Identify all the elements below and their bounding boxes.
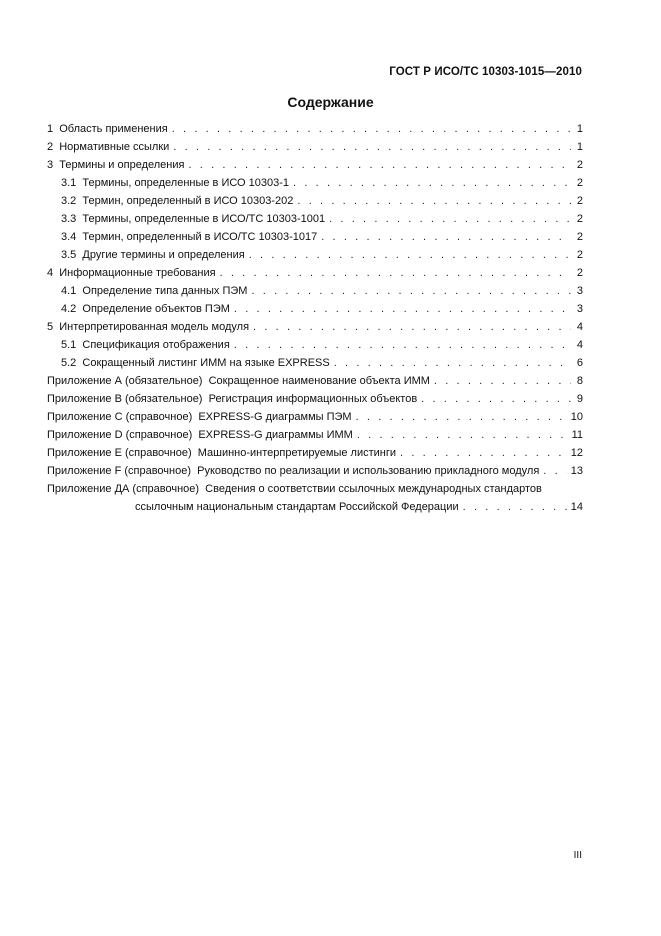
toc-entry[interactable] — [47, 246, 583, 264]
toc-entry-page: 3 — [576, 303, 583, 315]
toc-entry-page: 2 — [576, 195, 583, 207]
toc-entry[interactable] — [47, 282, 583, 300]
toc-entry-label: ссылочным национальным стандартам Российской Федерации — [135, 501, 459, 513]
toc-entry-page: 2 — [576, 231, 583, 243]
dot-leader — [297, 192, 571, 210]
toc-entry[interactable] — [47, 228, 583, 246]
toc-entry[interactable] — [47, 354, 583, 372]
toc-entry[interactable] — [47, 426, 583, 444]
page-title: Содержание — [287, 94, 374, 110]
toc-entry-page: 13 — [570, 465, 583, 477]
toc-entry-label: 2 Нормативные ссылки — [47, 141, 170, 153]
dot-leader — [421, 390, 571, 408]
toc-entry-page: 2 — [576, 249, 583, 261]
dot-leader — [543, 462, 566, 480]
toc-entry-label: Приложение Е (справочное) Машинно-интерпретируемые листинги — [47, 447, 397, 459]
toc-entry-page: 3 — [576, 285, 583, 297]
toc-entry-page: 4 — [576, 339, 583, 351]
page-number: III — [573, 850, 582, 861]
toc-entry-label: 4 Информационные требования — [47, 267, 216, 279]
toc-entry[interactable] — [47, 300, 583, 318]
toc-entry-label: 4.2 Определение объектов ПЭМ — [61, 303, 230, 315]
toc-entry-label: 3.2 Термин, определенный в ИСО 10303-202 — [61, 195, 294, 207]
dot-leader — [321, 228, 571, 246]
toc-entry-label: Приложение D (справочное) EXPRESS-G диаграммы ИММ — [47, 429, 353, 441]
dot-leader — [253, 318, 571, 336]
toc-entry-page: 12 — [570, 447, 583, 459]
toc-entry-label: 3.5 Другие термины и определения — [61, 249, 245, 261]
toc-entry-page: 2 — [576, 267, 583, 279]
toc-entry[interactable] — [47, 156, 583, 174]
dot-leader — [249, 246, 571, 264]
toc-entry-page: 11 — [571, 429, 583, 441]
dot-leader — [234, 300, 571, 318]
dot-leader — [434, 372, 571, 390]
toc-entry-annex-da-line1[interactable] — [47, 480, 583, 498]
toc-entry-page: 9 — [576, 393, 583, 405]
toc-entry-label: 1 Область применения — [47, 123, 168, 135]
toc-entry-label: 3.1 Термины, определенные в ИСО 10303-1 — [61, 177, 290, 189]
toc-entry[interactable] — [47, 372, 583, 390]
toc-entry-label: 5 Интерпретированная модель модуля — [47, 321, 250, 333]
toc-entry-page: 2 — [576, 159, 583, 171]
toc-entry-page: 2 — [576, 213, 583, 225]
toc-entry-label: 3.3 Термины, определенные в ИСО/ТС 10303-1001 — [61, 213, 326, 225]
dot-leader — [329, 210, 571, 228]
toc-entry[interactable] — [47, 462, 583, 480]
toc-entry-page: 10 — [570, 411, 583, 423]
toc-entry-label: Приложение ДА (справочное) Сведения о соответствии ссылочных международных стандартов — [47, 483, 542, 495]
dot-leader — [356, 408, 567, 426]
toc-entry-label: Приложение С (справочное) EXPRESS-G диаграммы ПЭМ — [47, 411, 352, 423]
toc-entry-page: 4 — [576, 321, 583, 333]
dot-leader — [172, 120, 571, 138]
toc-entry[interactable] — [47, 336, 583, 354]
toc-entry[interactable] — [47, 138, 583, 156]
toc-entry[interactable] — [47, 264, 583, 282]
dot-leader — [334, 354, 571, 372]
toc-entry-page: 1 — [576, 123, 583, 135]
table-of-contents — [47, 120, 583, 516]
dot-leader — [220, 264, 571, 282]
toc-entry-label: 3.4 Термин, определенный в ИСО/ТС 10303-1017 — [61, 231, 318, 243]
toc-entry-annex-da-line2[interactable] — [47, 498, 583, 516]
toc-entry-label: 3 Термины и определения — [47, 159, 185, 171]
toc-entry-page: 1 — [576, 141, 583, 153]
dot-leader — [400, 444, 567, 462]
toc-entry-label: 5.2 Сокращенный листинг ИММ на языке EXPRESS — [61, 357, 330, 369]
dot-leader — [293, 174, 571, 192]
toc-entry-label: Приложение В (обязательное) Регистрация информационных объектов — [47, 393, 418, 405]
toc-entry[interactable] — [47, 174, 583, 192]
dot-leader — [188, 156, 571, 174]
toc-entry[interactable] — [47, 192, 583, 210]
toc-entry[interactable] — [47, 210, 583, 228]
toc-entry-page: 6 — [576, 357, 583, 369]
dot-leader — [251, 282, 571, 300]
toc-entry[interactable] — [47, 408, 583, 426]
toc-entry[interactable] — [47, 318, 583, 336]
toc-entry-page: 14 — [570, 501, 583, 513]
toc-entry-page: 8 — [576, 375, 583, 387]
toc-entry-label: Приложение F (справочное) Руководство по реализации и использованию прикладного модуля — [47, 465, 540, 477]
toc-entry[interactable] — [47, 444, 583, 462]
dot-leader — [234, 336, 571, 354]
dot-leader — [357, 426, 568, 444]
toc-entry-label: 4.1 Определение типа данных ПЭМ — [61, 285, 248, 297]
dot-leader — [173, 138, 571, 156]
toc-entry[interactable] — [47, 120, 583, 138]
toc-entry-label: 5.1 Спецификация отображения — [61, 339, 230, 351]
toc-entry-page: 2 — [576, 177, 583, 189]
toc-entry[interactable] — [47, 390, 583, 408]
toc-entry-label: Приложение А (обязательное) Сокращенное наименование объекта ИММ — [47, 375, 430, 387]
document-id: ГОСТ Р ИСО/ТС 10303-1015—2010 — [389, 66, 582, 78]
dot-leader — [463, 498, 567, 516]
